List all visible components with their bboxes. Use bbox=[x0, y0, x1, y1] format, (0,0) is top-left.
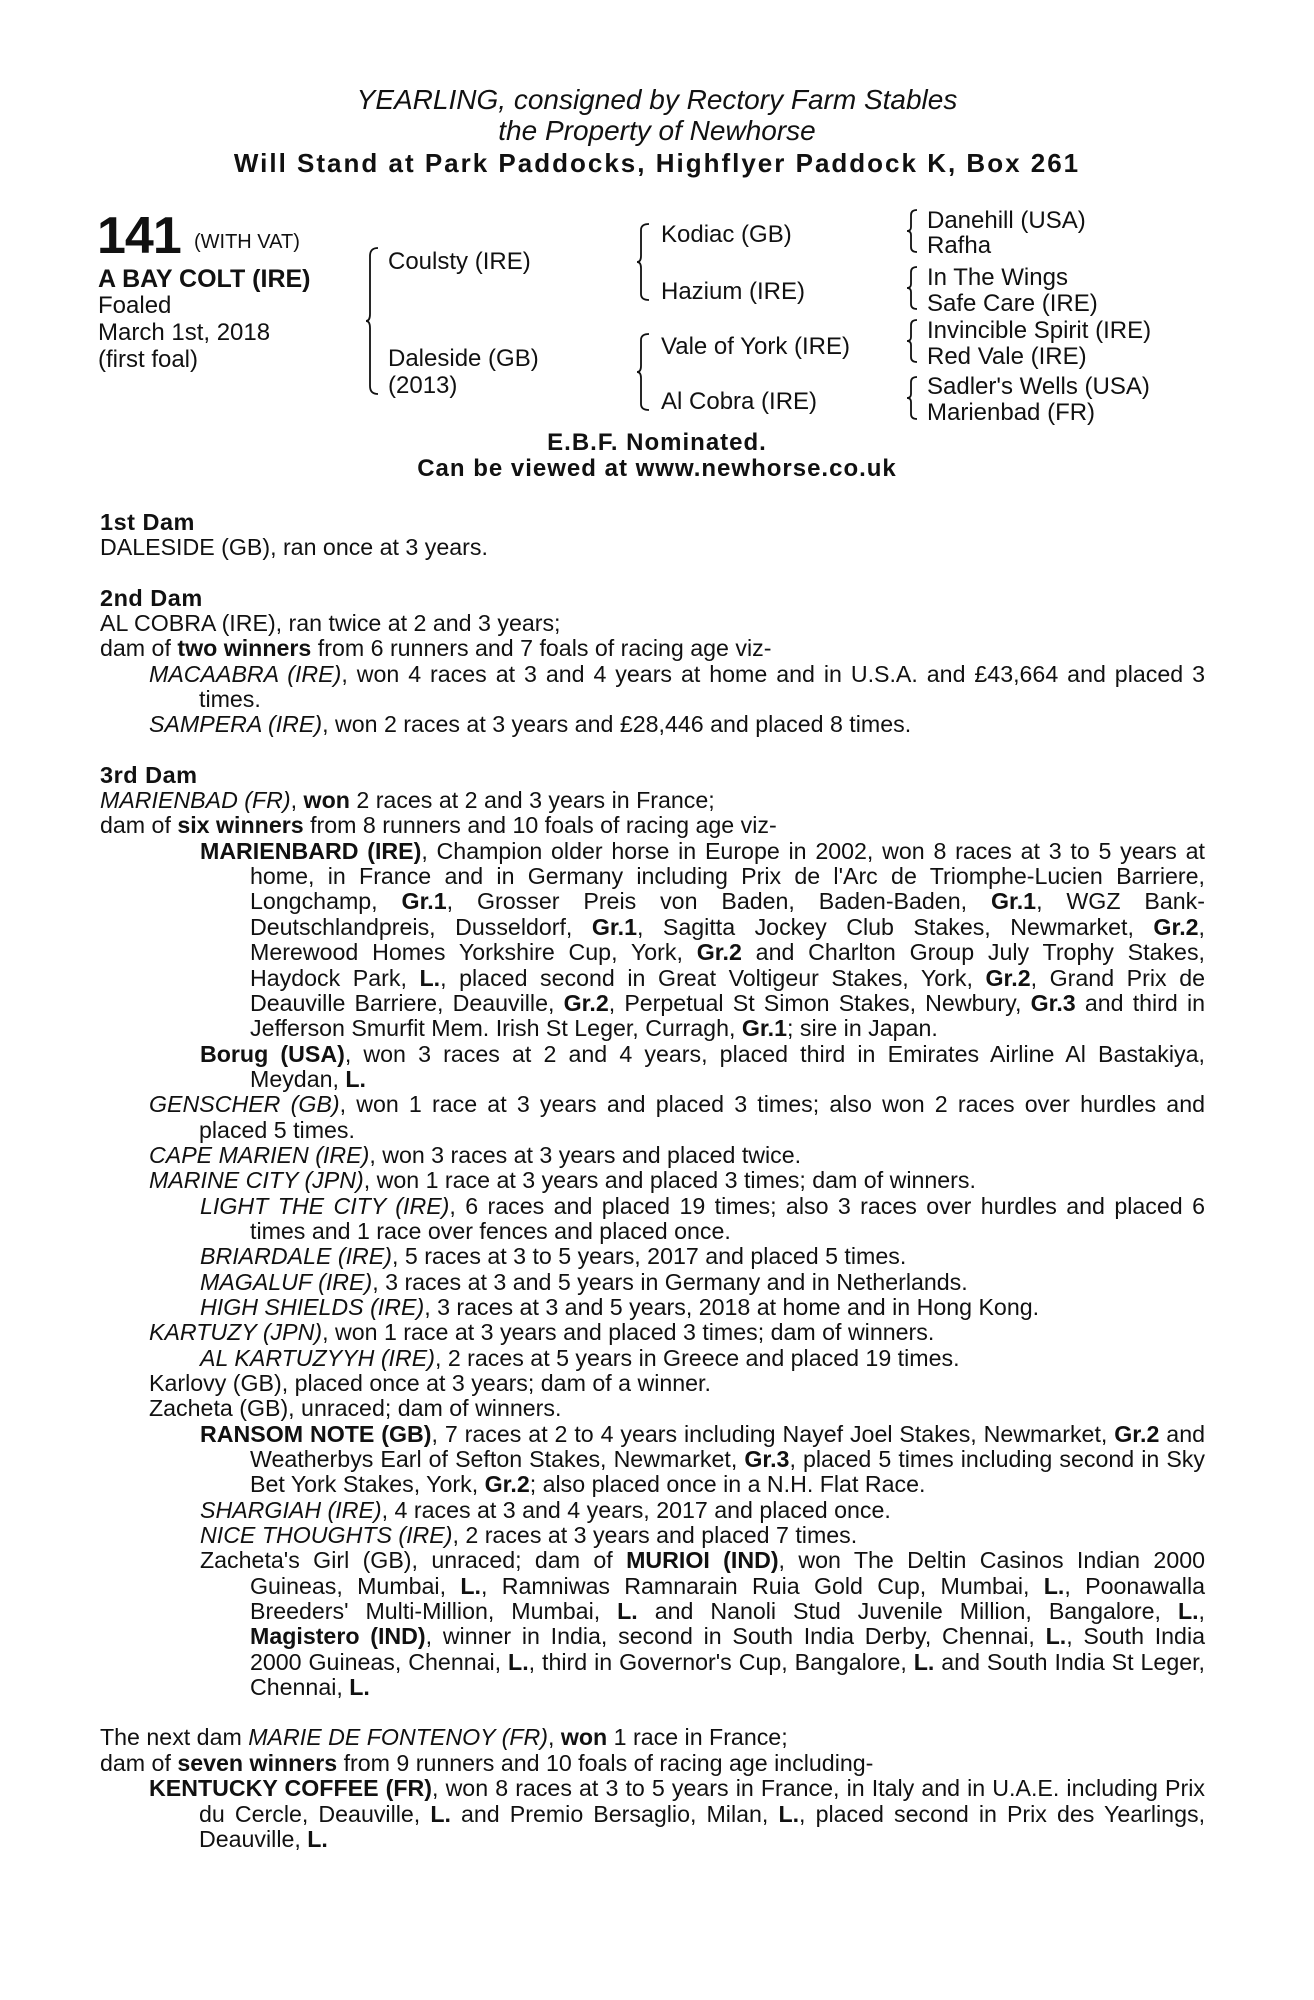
bold-run: MURIOI (IND) bbox=[626, 1547, 779, 1574]
bold-run: Magistero (IND) bbox=[250, 1623, 426, 1650]
dam-year: (2013) bbox=[388, 372, 458, 399]
brace-g3 bbox=[907, 318, 919, 369]
bold-run: L. bbox=[345, 1065, 366, 1092]
bold-run: KENTUCKY COFFEE (FR) bbox=[149, 1775, 433, 1802]
text-run: , won 1 race at 3 years and placed 3 times; dam of winners. bbox=[322, 1319, 935, 1346]
italic-run: MARIE DE FONTENOY (FR) bbox=[248, 1724, 548, 1751]
text-run: 1 race in France; bbox=[607, 1724, 788, 1751]
italic-run: MARINE CITY (JPN) bbox=[149, 1167, 364, 1194]
bold-run: Gr.1 bbox=[741, 1015, 787, 1042]
text-run: , Poonawalla Breeders' Multi-Million, Mumbai, bbox=[250, 1572, 1205, 1625]
second-dam-heading: 2nd Dam bbox=[100, 584, 203, 611]
italic-run: BRIARDALE (IRE) bbox=[200, 1243, 392, 1270]
text-run: , placed second in Prix des Yearlings, Deauville, bbox=[199, 1800, 1206, 1852]
text-run: , bbox=[1198, 1598, 1205, 1625]
bold-run: Gr.1 bbox=[591, 913, 637, 940]
brace-g1 bbox=[907, 208, 919, 259]
bold-run: Gr.2 bbox=[696, 939, 742, 966]
progeny-sampera: SAMPERA (IRE), won 2 races at 3 years and £28,446 and placed 8 times. bbox=[149, 711, 912, 738]
second-dam-summary: dam of two winners from 6 runners and 7 foals of racing age viz- bbox=[100, 635, 772, 662]
ggparent-3: In The Wings bbox=[927, 264, 1068, 291]
text-run: , Perpetual St Simon Stakes, Newbury, bbox=[608, 989, 1031, 1016]
italic-run: NICE THOUGHTS (IRE) bbox=[200, 1522, 453, 1549]
progeny-magaluf bbox=[200, 1270, 1205, 1295]
bold-run: MARIENBARD (IRE) bbox=[200, 837, 422, 864]
progeny-karlovy: Karlovy (GB), placed once at 3 years; dam of a winner. bbox=[149, 1370, 711, 1396]
consignor-line: YEARLING, consigned by Rectory Farm Stables bbox=[356, 84, 958, 115]
bold-run: L. bbox=[349, 1674, 370, 1701]
text-run: , third in Governor's Cup, Bangalore, bbox=[528, 1648, 914, 1675]
bold-run: L. bbox=[419, 964, 441, 991]
ggparent-6: Red Vale (IRE) bbox=[927, 343, 1087, 370]
second-dam-line: AL COBRA (IRE), ran twice at 2 and 3 years; bbox=[100, 610, 561, 637]
ggparent-7: Sadler's Wells (USA) bbox=[927, 373, 1150, 400]
text-run: The next dam bbox=[100, 1724, 249, 1751]
bold-run: L. bbox=[508, 1648, 529, 1675]
text-run: , won 3 races at 2 and 4 years, placed third in Emirates Airline Al Bastakiya, Meydan, bbox=[250, 1040, 1205, 1092]
progeny-shargiah bbox=[200, 1498, 1205, 1523]
text-run: , 2 races at 5 years in Greece and placed 19 times. bbox=[434, 1344, 960, 1371]
text-run: , Champion older horse in Europe in 2002, won 8 races at 3 to 5 years at home, in France and in Germany including Prix de l'Arc de Triomphe-Lucien Barriere, Longchamp, bbox=[250, 837, 1205, 915]
text-run: , bbox=[547, 1724, 561, 1751]
granddam-2: Al Cobra (IRE) bbox=[661, 388, 818, 415]
pedigree-brace-dam bbox=[637, 332, 651, 417]
text-run: Zacheta's Girl (GB), unraced; dam of bbox=[200, 1547, 627, 1574]
progeny-nice-thoughts bbox=[200, 1523, 1205, 1548]
next-dam-line bbox=[100, 1725, 1205, 1750]
bold-run: Gr.2 bbox=[1153, 913, 1199, 940]
first-dam-text: DALESIDE (GB), ran once at 3 years. bbox=[100, 534, 488, 561]
foaled-label: Foaled bbox=[98, 292, 172, 319]
first-dam-heading: 1st Dam bbox=[100, 509, 195, 535]
progeny-briardale bbox=[200, 1244, 1205, 1269]
bold-run: Gr.1 bbox=[990, 888, 1037, 915]
progeny-ransom-note bbox=[200, 1422, 1205, 1498]
bold-run: L. bbox=[1177, 1598, 1199, 1625]
granddam-1: Vale of York (IRE) bbox=[661, 333, 850, 360]
progeny-light-the-city bbox=[200, 1194, 1205, 1245]
progeny-high-shields bbox=[200, 1295, 1205, 1320]
third-dam-heading: 3rd Dam bbox=[100, 761, 198, 788]
text-run: , won 3 races at 3 years and placed twice. bbox=[369, 1141, 802, 1168]
italic-run: CAPE MARIEN (IRE) bbox=[149, 1141, 370, 1168]
text-run: , WGZ Bank-Deutschlandpreis, Dusseldorf, bbox=[250, 888, 1205, 940]
lot-name: A BAY COLT (IRE) bbox=[98, 265, 311, 293]
italic-run: LIGHT THE CITY (IRE) bbox=[200, 1192, 450, 1219]
text-run: , South India 2000 Guineas, Chennai, bbox=[250, 1623, 1205, 1675]
text-run: ; also placed once in a N.H. Flat Race. bbox=[529, 1471, 926, 1498]
text-run: , winner in India, second in South India Derby, Chennai, bbox=[425, 1623, 1046, 1650]
text-run: , 3 races at 3 and 5 years, 2018 at home and in Hong Kong. bbox=[424, 1293, 1040, 1320]
progeny-zacheta: Zacheta (GB), unraced; dam of winners. bbox=[149, 1395, 562, 1422]
bold-run: L. bbox=[460, 1572, 481, 1599]
third-dam-summary: dam of six winners from 8 runners and 10 foals of racing age viz- bbox=[100, 812, 777, 839]
text-run: and Charlton Group July Trophy Stakes, Haydock Park, bbox=[250, 939, 1205, 991]
bold-run: L. bbox=[778, 1800, 800, 1827]
sire-name: Coulsty (IRE) bbox=[388, 248, 531, 275]
lot-number: 141 bbox=[97, 207, 181, 265]
bold-run: Gr.1 bbox=[401, 888, 447, 915]
vat-label: (WITH VAT) bbox=[194, 231, 300, 253]
text-run: , 7 races at 2 to 4 years including Nayef Joel Stakes, Newmarket, bbox=[431, 1420, 1115, 1447]
grandsire-1: Kodiac (GB) bbox=[661, 221, 792, 248]
text-run: , won 1 race at 3 years and placed 3 times; dam of winners. bbox=[363, 1167, 976, 1194]
ggparent-5: Invincible Spirit (IRE) bbox=[927, 317, 1152, 344]
text-run: , Grosser Preis von Baden, Baden-Baden, bbox=[446, 888, 991, 915]
text-run: , 3 races at 3 and 5 years in Germany and in Netherlands. bbox=[372, 1268, 968, 1295]
next-dam-summary bbox=[100, 1751, 1205, 1776]
bold-run: Gr.3 bbox=[744, 1446, 790, 1473]
grandsire-2: Hazium (IRE) bbox=[661, 278, 806, 305]
text-run: and Premio Bersaglio, Milan, bbox=[450, 1800, 779, 1827]
dam-name: Daleside (GB) bbox=[388, 345, 539, 372]
ggparent-4: Safe Care (IRE) bbox=[927, 290, 1098, 317]
progeny-marienbard bbox=[200, 839, 1205, 1042]
progeny-macaabra: MACAABRA (IRE), won 4 races at 3 and 4 years at home and in U.S.A. and £43,664 and placed 3 times. bbox=[149, 660, 1205, 713]
italic-run: AL KARTUZYYH (IRE) bbox=[200, 1344, 435, 1371]
progeny-genscher bbox=[149, 1092, 1205, 1143]
bold-run: seven winners bbox=[177, 1749, 338, 1776]
bold-run: Gr.2 bbox=[985, 964, 1031, 991]
pedigree-brace-sire bbox=[637, 222, 651, 307]
location-line: Will Stand at Park Paddocks, Highflyer Paddock K, Box 261 bbox=[233, 148, 1081, 178]
text-run: , Grand Prix de Deauville Barriere, Deauville, bbox=[250, 964, 1205, 1016]
produce-record bbox=[100, 510, 1205, 1852]
text-run: , won 8 races at 3 to 5 years in France, in Italy and in U.A.E. including Prix du Cercle, Deauville, bbox=[199, 1775, 1205, 1827]
bold-run: L. bbox=[307, 1825, 328, 1852]
bold-run: RANSOM NOTE (GB) bbox=[200, 1420, 432, 1447]
bold-run: L. bbox=[1043, 1572, 1065, 1599]
bold-run: L. bbox=[1045, 1623, 1067, 1650]
bold-run: L. bbox=[913, 1648, 935, 1675]
first-foal-note: (first foal) bbox=[98, 346, 199, 373]
text-run: and Nanoli Stud Juvenile Million, Bangalore, bbox=[637, 1598, 1178, 1625]
text-run: ; sire in Japan. bbox=[786, 1015, 938, 1042]
progeny-kentucky-coffee bbox=[149, 1776, 1205, 1852]
bold-run: Gr.2 bbox=[1114, 1420, 1160, 1447]
text-run: , won 1 race at 3 years and placed 3 times; also won 2 races over hurdles and placed 5 times. bbox=[199, 1091, 1205, 1143]
text-run: dam of bbox=[100, 1749, 178, 1776]
bold-run: L. bbox=[617, 1598, 638, 1625]
italic-run: KARTUZY (JPN) bbox=[149, 1319, 323, 1346]
ebf-note: E.B.F. Nominated. bbox=[547, 429, 767, 456]
text-run: , 6 races and placed 19 times; also 3 races over hurdles and placed 6 times and 1 race over fences and placed once. bbox=[250, 1192, 1205, 1244]
progeny-kartuzy bbox=[149, 1320, 1205, 1345]
third-dam-line: MARIENBAD (FR), won 2 races at 2 and 3 years in France; bbox=[100, 787, 715, 814]
text-run: , placed second in Great Voltigeur Stakes, York, bbox=[440, 964, 986, 991]
progeny-al-kartuzyyh bbox=[200, 1346, 1205, 1371]
text-run: , Ramniwas Ramnarain Ruia Gold Cup, Mumbai, bbox=[480, 1572, 1044, 1599]
ggparent-2: Rafha bbox=[927, 232, 992, 259]
text-run: , 2 races at 3 years and placed 7 times. bbox=[452, 1522, 858, 1549]
text-run: , 4 races at 3 and 4 years, 2017 and placed once. bbox=[381, 1496, 891, 1523]
pedigree-brace-main bbox=[366, 246, 380, 401]
progeny-borug bbox=[200, 1042, 1205, 1093]
bold-run: Gr.2 bbox=[563, 989, 609, 1016]
bold-run: won bbox=[560, 1724, 608, 1751]
italic-run: MAGALUF (IRE) bbox=[200, 1268, 373, 1295]
progeny-marine-city bbox=[149, 1168, 1205, 1193]
text-run: , won The Deltin Casinos Indian 2000 Guineas, Mumbai, bbox=[250, 1547, 1206, 1599]
progeny-cape-marien bbox=[149, 1143, 1205, 1168]
italic-run: SHARGIAH (IRE) bbox=[200, 1496, 382, 1523]
text-run: , Merewood Homes Yorkshire Cup, York, bbox=[250, 913, 1205, 966]
bold-run: Gr.2 bbox=[484, 1471, 530, 1498]
text-run: , Sagitta Jockey Club Stakes, Newmarket, bbox=[636, 913, 1154, 940]
text-run: , 5 races at 3 to 5 years, 2017 and placed 5 times. bbox=[391, 1243, 907, 1270]
bold-run: Borug (USA) bbox=[200, 1040, 345, 1067]
progeny-zachetas-girl bbox=[200, 1548, 1205, 1700]
text-run: and third in Jefferson Smurfit Mem. Irish St Leger, Curragh, bbox=[250, 989, 1206, 1042]
italic-run: HIGH SHIELDS (IRE) bbox=[200, 1293, 425, 1320]
property-line: the Property of Newhorse bbox=[498, 115, 816, 146]
bold-run: L. bbox=[430, 1800, 451, 1827]
bold-run: Gr.3 bbox=[1030, 989, 1076, 1016]
viewing-note: Can be viewed at www.newhorse.co.uk bbox=[417, 455, 897, 482]
text-run: and Weatherbys Earl of Sefton Stakes, Newmarket, bbox=[250, 1420, 1205, 1473]
text-run: , placed 5 times including second in Sky Bet York Stakes, York, bbox=[250, 1446, 1205, 1498]
brace-g2 bbox=[907, 265, 919, 316]
text-run: from 9 runners and 10 foals of racing age including- bbox=[337, 1749, 874, 1776]
foaled-date: March 1st, 2018 bbox=[98, 319, 271, 346]
text-run: and South India St Leger, Chennai, bbox=[250, 1648, 1205, 1701]
brace-g4 bbox=[907, 375, 919, 426]
ggparent-1: Danehill (USA) bbox=[927, 207, 1086, 234]
italic-run: GENSCHER (GB) bbox=[149, 1091, 340, 1118]
ggparent-8: Marienbad (FR) bbox=[927, 399, 1096, 426]
